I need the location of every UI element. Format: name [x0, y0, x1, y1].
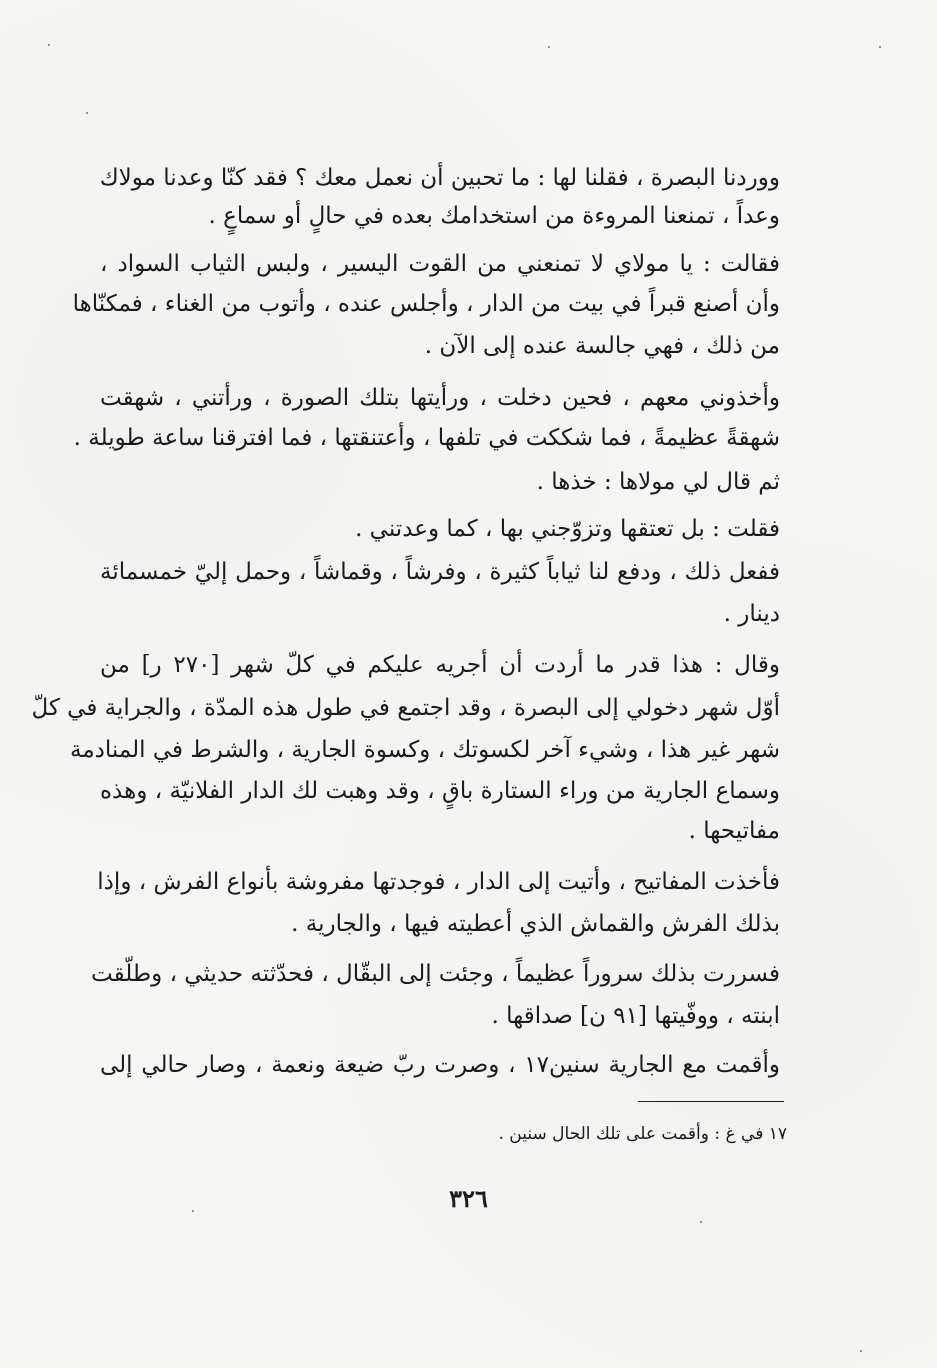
page-speck: [700, 1221, 702, 1223]
page-speck: [860, 1350, 862, 1352]
text-line: فسررت بذلك سروراً عظيماً ، وجئت إلى البقّال ، فحدّثته حديثي ، وطلّقت: [91, 961, 780, 987]
text-line: شهقةً عظيمةً ، فما شككت في تلفها ، وأعتنقتها ، فما افترقنا ساعة طويلة .: [73, 425, 780, 451]
text-line: وسماع الجارية من وراء الستارة باقٍ ، وقد وهبت لك الدار الفلانيّة ، وهذه: [100, 778, 780, 804]
page-number: ٣٢٦: [449, 1184, 488, 1213]
text-line: بذلك الفرش والقماش الذي أعطيته فيها ، والجارية .: [291, 911, 780, 937]
text-line: ففعل ذلك ، ودفع لنا ثياباً كثيرة ، وفرشاً ، وقماشاً ، وحمل إليّ خمسمائة: [100, 559, 780, 585]
text-line: ووردنا البصرة ، فقلنا لها : ما تحبين أن نعمل معك ؟ فقد كنّا وعدنا مولاك: [99, 165, 780, 191]
page-speck: [86, 112, 88, 114]
text-line: وأقمت مع الجارية سنين١٧ ، وصرت ربّ ضيعة ونعمة ، وصار حالي إلى: [100, 1052, 780, 1078]
page-speck: [48, 44, 50, 46]
text-line: شهر غير هذا ، وشيء آخر لكسوتك ، وكسوة الجارية ، والشرط في المنادمة: [70, 737, 780, 763]
text-line: أوّل شهر دخولي إلى البصرة ، وقد اجتمع في طول هذه المدّة ، والجراية في كلّ: [31, 695, 780, 721]
page-speck: [548, 46, 550, 48]
page-speck: [879, 46, 881, 48]
text-line: فقلت : بل تعتقها وتزوّجني بها ، كما وعدتني .: [355, 516, 780, 542]
text-line: فقالت : يا مولاي لا تمنعني من القوت اليسير ، ولبس الثياب السواد ،: [100, 251, 780, 277]
text-line: ابنته ، ووفّيتها [٩١ ن] صداقها .: [491, 1003, 780, 1029]
text-line: دينار .: [723, 601, 780, 627]
text-line: فأخذت المفاتيح ، وأتيت إلى الدار ، فوجدتها مفروشة بأنواع الفرش ، وإذا: [97, 869, 780, 895]
text-line: ثم قال لي مولاها : خذها .: [536, 469, 780, 495]
text-line: وعداً ، تمنعنا المروءة من استخدامك بعده في حالٍ أو سماعٍ .: [208, 203, 780, 229]
text-line: من ذلك ، فهي جالسة عنده إلى الآن .: [424, 333, 780, 359]
text-line: وقال : هذا قدر ما أردت أن أجريه عليكم في كلّ شهر [٢٧٠ ر] من: [100, 652, 780, 678]
footnote: ١٧ في غ : وأقمت على تلك الحال سنين .: [498, 1124, 787, 1144]
text-line: وأخذوني معهم ، فحين دخلت ، ورأيتها بتلك الصورة ، ورأتني ، شهقت: [100, 385, 780, 411]
text-line: مفاتيحها .: [688, 818, 780, 844]
text-line: وأن أصنع قبراً في بيت من الدار ، وأجلس عنده ، وأتوب من الغناء ، فمكنّاها: [72, 291, 780, 317]
footnote-divider: [638, 1101, 784, 1102]
